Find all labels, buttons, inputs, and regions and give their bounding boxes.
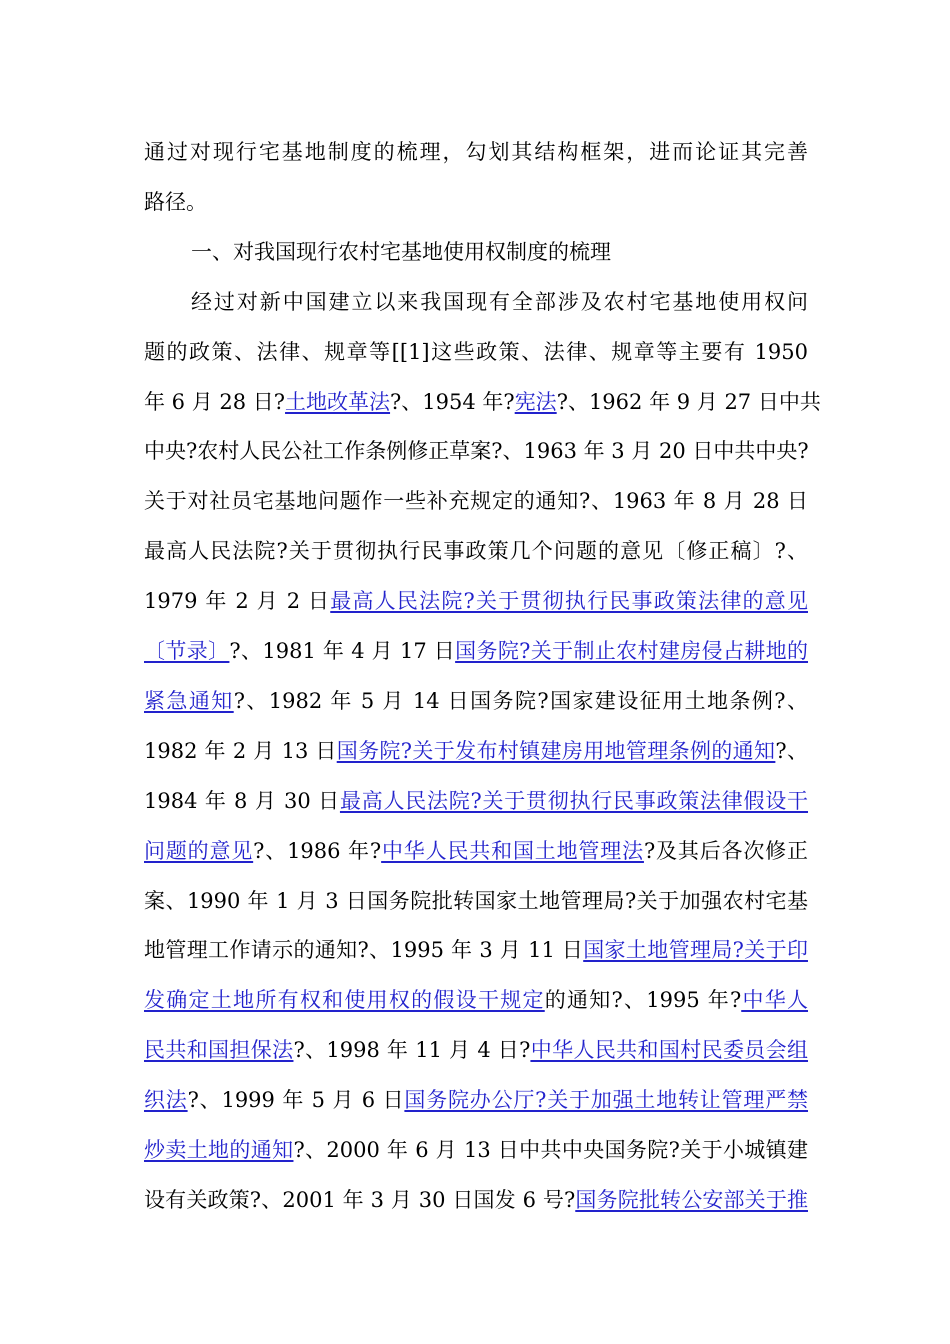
- text-segment: ?、1982 年 5 月 14 日国务院?国家建设征用土地条例?、: [233, 688, 808, 713]
- text-line: [144, 486, 808, 516]
- document-link[interactable]: 国务院办公厅?关于加强土地转让管理严禁: [404, 1088, 809, 1113]
- document-link[interactable]: 国务院批转公安部关于推: [575, 1187, 808, 1212]
- document-link[interactable]: 民共和国担保法: [144, 1038, 294, 1063]
- text-segment: 1984 年 8 月 30 日: [144, 788, 340, 813]
- document-link[interactable]: 问题的意见: [144, 838, 254, 863]
- text-segment: ?、1954 年?: [390, 389, 515, 414]
- text-line: [144, 1085, 808, 1115]
- text-segment: 经过对新中国建立以来我国现有全部涉及农村宅基地使用权问: [191, 289, 808, 314]
- text-segment: ?、2000 年 6 月 13 日中共中央国务院?关于小城镇建: [293, 1138, 808, 1162]
- document-link[interactable]: 国务院?关于发布村镇建房用地管理条例的通知: [336, 738, 776, 763]
- text-line: [144, 536, 808, 566]
- text-segment: 1979 年 2 月 2 日: [144, 589, 331, 614]
- document-link[interactable]: 最高人民法院?关于贯彻执行民事政策法律假设干: [339, 788, 809, 813]
- text-segment: 1982 年 2 月 13 日: [144, 738, 337, 763]
- text-segment: 题的政策、法律、规章等[[1]这些政策、法律、规章等主要有 1950: [144, 339, 808, 364]
- text-line: [144, 686, 808, 716]
- text-segment: 路径。: [144, 189, 207, 214]
- text-segment: ?、1962 年 9 月 27 日中共: [556, 389, 821, 414]
- text-line: [144, 985, 808, 1015]
- text-segment: ?、1986 年?: [253, 838, 382, 863]
- document-link[interactable]: 紧急通知: [144, 688, 234, 713]
- text-segment: 年 6 月 28 日?: [144, 389, 286, 414]
- text-segment: ?及其后各次修正: [643, 838, 809, 863]
- document-link[interactable]: 国务院?关于制止农村建房侵占耕地的: [455, 639, 809, 663]
- text-line: [144, 1135, 808, 1165]
- text-segment: ?、1998 年 11 月 4 日?: [293, 1038, 531, 1063]
- document-link[interactable]: 〔节录〕: [144, 639, 230, 663]
- text-line: [144, 586, 808, 616]
- text-segment: 案、1990 年 1 月 3 日国务院批转国家土地管理局?关于加强农村宅基: [144, 888, 808, 913]
- text-line: [144, 736, 808, 766]
- text-line: [144, 836, 808, 866]
- text-segment: 的通知?、1995 年?: [544, 988, 742, 1013]
- document-link[interactable]: 中华人民共和国村民委员会组: [530, 1038, 809, 1063]
- text-line: [144, 786, 808, 816]
- text-line: [144, 935, 808, 965]
- text-segment: 通过对现行宅基地制度的梳理，勾划其结构框架，进而论证其完善: [144, 140, 808, 164]
- text-line: [144, 187, 808, 217]
- text-line: [144, 636, 808, 666]
- document-link[interactable]: 宪法: [514, 389, 557, 414]
- document-link[interactable]: 国家土地管理局?关于印: [583, 938, 808, 963]
- text-line: [191, 237, 808, 267]
- text-line: [144, 436, 808, 466]
- document-link[interactable]: 炒卖土地的通知: [144, 1138, 294, 1162]
- text-segment: ?、1981 年 4 月 17 日: [229, 639, 456, 663]
- text-line: [191, 287, 808, 317]
- text-segment: 最高人民法院?关于贯彻执行民事政策几个问题的意见〔修正稿〕?、: [144, 539, 808, 564]
- text-line: [144, 1035, 808, 1065]
- text-line: [144, 1185, 808, 1215]
- document-link[interactable]: 织法: [144, 1088, 188, 1113]
- text-segment: ?、1999 年 5 月 6 日: [187, 1088, 405, 1113]
- text-line: [144, 137, 808, 167]
- document-link[interactable]: 发确定土地所有权和使用权的假设干规定: [144, 988, 545, 1013]
- text-segment: 关于对社员宅基地问题作一些补充规定的通知?、1963 年 8 月 28 日: [144, 489, 808, 514]
- text-segment: 地管理工作请示的通知?、1995 年 3 月 11 日: [144, 938, 584, 963]
- text-segment: 设有关政策?、2001 年 3 月 30 日国发 6 号?: [144, 1187, 576, 1212]
- document-link[interactable]: 中华人民共和国土地管理法: [381, 838, 644, 863]
- text-segment: ?、: [775, 738, 808, 763]
- text-segment: 中央?农村人民公社工作条例修正草案?、1963 年 3 月 20 日中共中央?: [144, 439, 809, 464]
- text-line: [144, 337, 808, 367]
- text-line: [144, 387, 821, 417]
- text-segment: 一、对我国现行农村宅基地使用权制度的梳理: [191, 239, 611, 264]
- document-link[interactable]: 中华人: [741, 988, 809, 1013]
- document-link[interactable]: 最高人民法院?关于贯彻执行民事政策法律的意见: [330, 589, 808, 614]
- text-line: [144, 886, 808, 916]
- document-link[interactable]: 土地改革法: [285, 389, 391, 414]
